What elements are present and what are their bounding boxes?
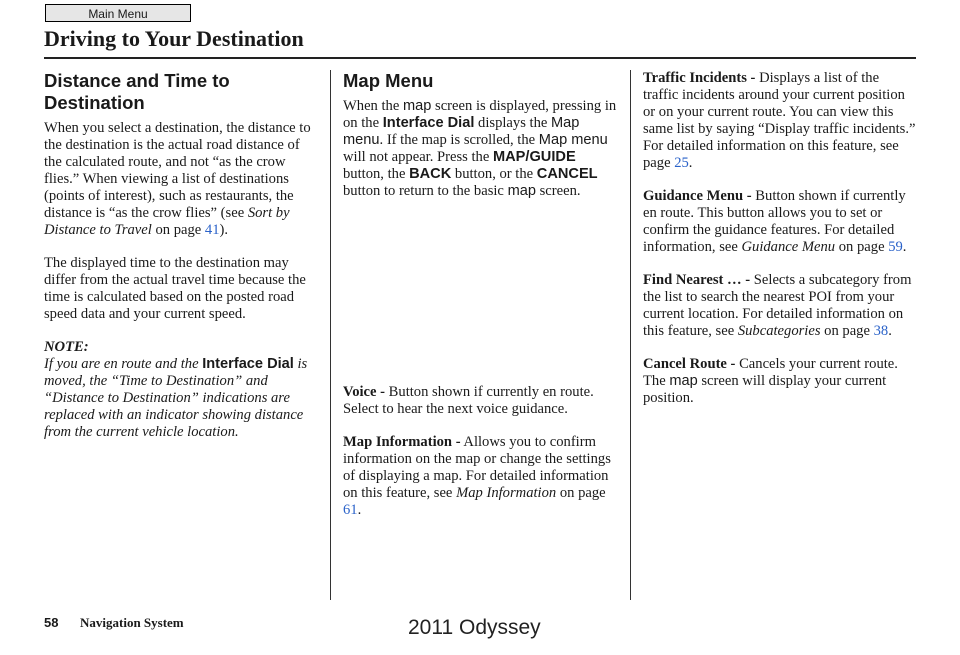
column-divider-2 bbox=[630, 70, 631, 600]
footer-system-name: Navigation System bbox=[80, 615, 184, 630]
page-title: Driving to Your Destination bbox=[44, 26, 304, 51]
page-link-59[interactable]: 59 bbox=[888, 239, 903, 255]
section-heading-map-menu: Map Menu bbox=[343, 70, 434, 91]
item-traffic-incidents: Traffic Incidents - Displays a list of the traffic incidents around your current position or on your current route. You can view this same list by saying “Display traffic incidents.” For detailed information on this feature, see page 25. bbox=[643, 70, 916, 171]
link-sort-by-distance: Sort by Distance to Travel bbox=[44, 205, 290, 238]
page-link-61[interactable]: 61 bbox=[343, 502, 358, 518]
column-1 bbox=[44, 70, 314, 441]
column-divider-1 bbox=[330, 70, 331, 600]
map-menu-figure-space bbox=[343, 216, 618, 384]
page-link-25[interactable]: 25 bbox=[674, 155, 689, 171]
page-link-38[interactable]: 38 bbox=[873, 323, 889, 339]
paragraph-map-menu: When the map screen is displayed, pressing in on the Interface Dial displays the Map menu. If the map is scrolled, the Map menu will not appear. Press the MAP/GUIDE button, the BACK button, or the CANCEL button to return to the basic map screen. bbox=[343, 98, 617, 199]
item-guidance-menu: Guidance Menu - Button shown if currently en route. This button allows you to set or confirm the guidance features. For detailed information, see Guidance Menu on page 59. bbox=[643, 188, 907, 255]
item-find-nearest: Find Nearest … - Selects a subcategory from the list to search the nearest POI from your current location. For detailed information on this feature, see Subcategories on page 38. bbox=[643, 272, 912, 339]
page-number: 58 bbox=[44, 615, 59, 630]
main-menu-button[interactable]: Main Menu bbox=[45, 4, 191, 22]
interface-dial-term: Interface Dial bbox=[202, 356, 294, 372]
page-link-41[interactable]: 41 bbox=[204, 222, 220, 238]
paragraph-time: The displayed time to the destination may differ from the actual travel time because the time is calculated based on the posted road speed data and your current speed. bbox=[44, 255, 306, 322]
title-divider bbox=[44, 57, 916, 59]
item-map-information: Map Information - Allows you to confirm information on the map or change the settings of displaying a map. For detailed information on this feature, see Map Information on page 61. bbox=[343, 434, 611, 518]
note-text: If you are en route and the Interface Dial is moved, the “Time to Destination” and “Distance to Destination” indications are replaced with an indicator showing distance from the current vehicle location. bbox=[44, 356, 308, 440]
watermark: 2011 Odyssey bbox=[408, 616, 541, 639]
item-voice: Voice - Button shown if currently en route. Select to hear the next voice guidance. bbox=[343, 384, 594, 417]
note-label: NOTE: bbox=[44, 339, 89, 355]
column-2 bbox=[343, 70, 618, 535]
paragraph-distance: When you select a destination, the distance to the destination is the actual road distance of the calculated route, and not “as the crow flies.” When viewing a list of destinations (points of interest), such as restaurants, the distance is “as the crow flies” (see Sort by Distance to Travel on page 41). bbox=[44, 120, 311, 238]
column-3 bbox=[643, 70, 918, 423]
item-cancel-route: Cancel Route - Cancels your current route. The map screen will display your current position. bbox=[643, 356, 898, 406]
section-heading-distance-time: Distance and Time to Destination bbox=[44, 70, 230, 113]
